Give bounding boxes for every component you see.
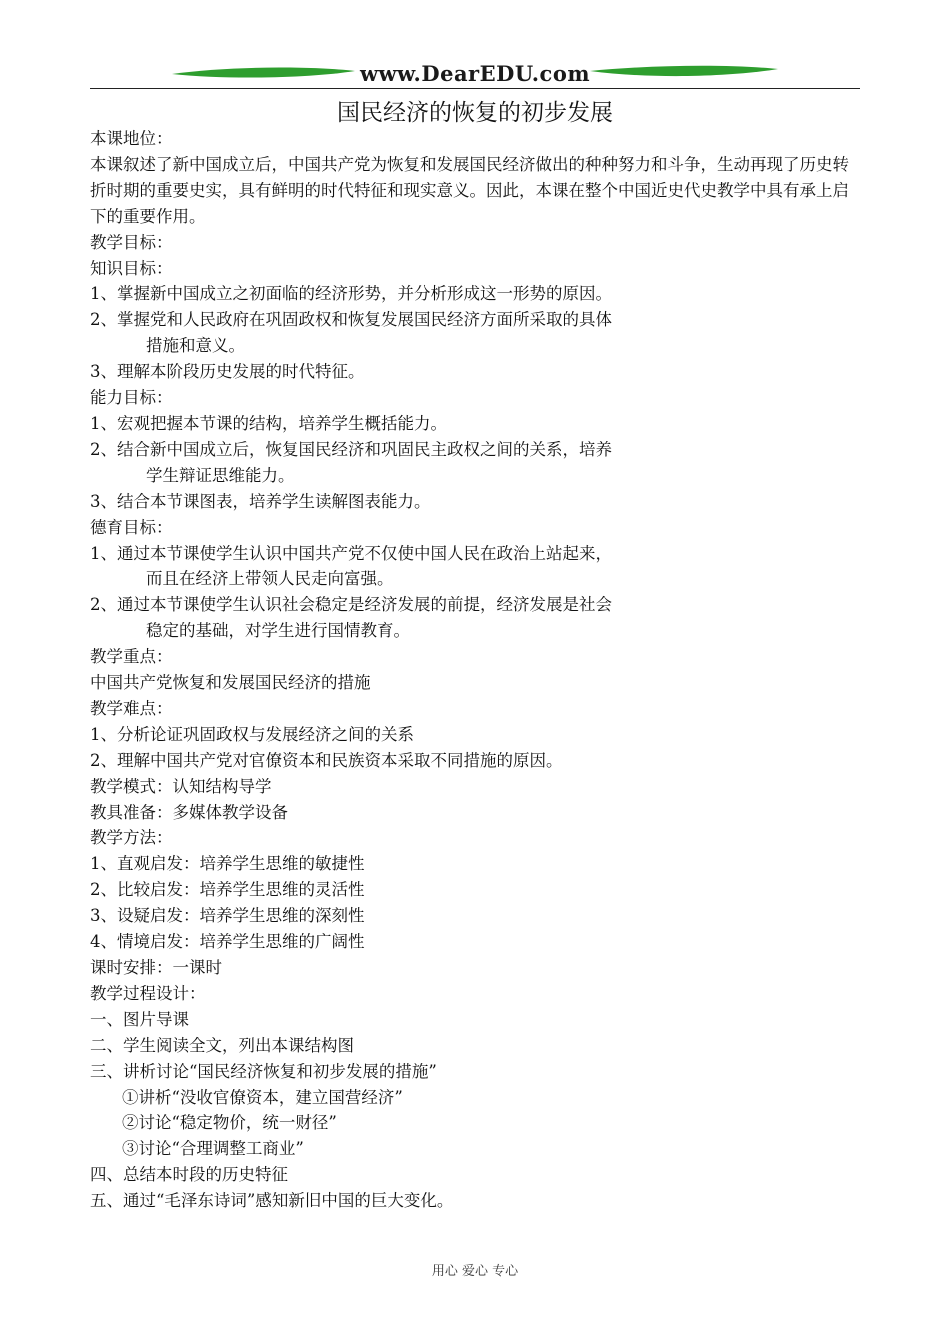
list-item-continuation: 学生辩证思维能力。	[146, 465, 295, 485]
sub-list-item: ②讨论“稳定物价，统一财径”	[122, 1113, 337, 1133]
section-label: 教学重点：	[90, 647, 173, 667]
section-label: 教学目标：	[90, 232, 173, 252]
section-label: 德育目标：	[90, 517, 173, 537]
list-item-continuation: 措施和意义。	[146, 336, 245, 356]
list-item: 一、图片导课	[90, 1009, 189, 1029]
list-item: 1、宏观把握本节课的结构，培养学生概括能力。	[90, 413, 447, 433]
section-label: 教学方法：	[90, 828, 173, 848]
list-item: 4、情境启发：培养学生思维的广阔性	[90, 932, 365, 952]
section-label: 教学过程设计：	[90, 983, 206, 1003]
list-item: 2、比较启发：培养学生思维的灵活性	[90, 880, 365, 900]
class-schedule: 课时安排：一课时	[90, 958, 222, 977]
list-item: 1、分析论证巩固政权与发展经济之间的关系	[90, 724, 414, 744]
list-item: 1、直观启发：培养学生思维的敏捷性	[90, 854, 365, 874]
list-item: 2、理解中国共产党对官僚资本和民族资本采取不同措施的原因。	[90, 750, 563, 770]
site-header-banner	[90, 58, 860, 92]
list-item: 四、总结本时段的历史特征	[90, 1165, 288, 1185]
section-label: 本课地位：	[90, 129, 173, 148]
key-point-text: 中国共产党恢复和发展国民经济的措施	[90, 673, 371, 693]
sub-list-item: ③讨论“合理调整工商业”	[122, 1139, 304, 1159]
list-item: 2、通过本节课使学生认识社会稳定是经济发展的前提，经济发展是社会	[90, 595, 612, 615]
teaching-mode: 教学模式：认知结构导学	[90, 776, 272, 796]
list-item: 2、掌握党和人民政府在巩固政权和恢复发展国民经济方面所采取的具体	[90, 310, 612, 330]
list-item: 2、结合新中国成立后，恢复国民经济和巩固民主政权之间的关系，培养	[90, 439, 612, 459]
list-item: 3、设疑启发：培养学生思维的深刻性	[90, 906, 365, 926]
logo-text: www.DearEDU.com	[359, 61, 591, 86]
section-label: 能力目标：	[90, 388, 173, 408]
page-title: 国民经济的恢复的初步发展	[337, 100, 613, 126]
list-item: 3、结合本节课图表，培养学生读解图表能力。	[90, 491, 431, 511]
list-item: 1、通过本节课使学生认识中国共产党不仅使中国人民在政治上站起来，	[90, 543, 612, 563]
document-body	[90, 126, 860, 1214]
paragraph: 本课叙述了新中国成立后，中国共产党为恢复和发展国民经济做出的种种努力和斗争，生动再现了历史转折时期的重要史实，具有鲜明的时代特征和现实意义。因此，本课在整个中国近史代史教学中具有承上启下的重要作用。	[90, 154, 849, 226]
page-footer: 用心 爱心 专心	[431, 1264, 519, 1279]
list-item: 三、讲析讨论“国民经济恢复和初步发展的措施”	[90, 1061, 437, 1081]
list-item-continuation: 而且在经济上带领人民走向富强。	[146, 569, 394, 589]
list-item-continuation: 稳定的基础，对学生进行国情教育。	[146, 621, 410, 641]
section-label: 知识目标：	[90, 258, 173, 278]
header-divider	[90, 88, 860, 89]
list-item: 3、理解本阶段历史发展的时代特征。	[90, 362, 365, 382]
teaching-tools: 教具准备：多媒体教学设备	[90, 802, 288, 822]
list-item: 1、掌握新中国成立之初面临的经济形势，并分析形成这一形势的原因。	[90, 284, 612, 304]
list-item: 五、通过“毛泽东诗词”感知新旧中国的巨大变化。	[90, 1191, 454, 1211]
sub-list-item: ①讲析“没收官僚资本，建立国营经济”	[122, 1087, 403, 1107]
list-item: 二、学生阅读全文，列出本课结构图	[90, 1035, 354, 1055]
section-label: 教学难点：	[90, 698, 173, 718]
